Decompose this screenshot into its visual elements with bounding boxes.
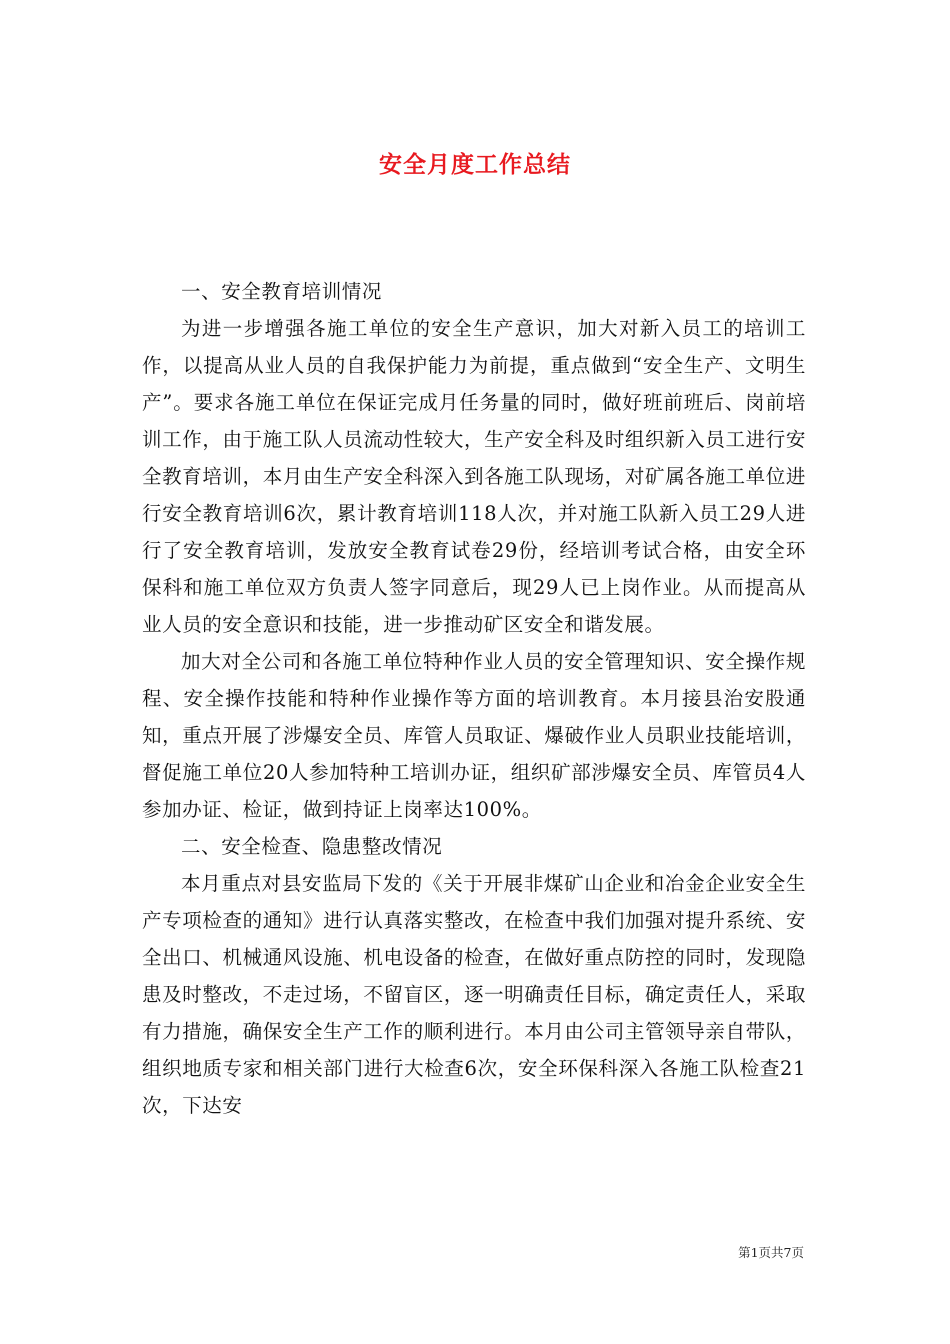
paragraph-inspection: 本月重点对县安监局下发的《关于开展非煤矿山企业和冶金企业安全生产专项检查的通知》进行认真落实整改，在检查中我们加强对提升系统、安全出口、机械通风设施、机电设备的检查，在做好重点防控的同时，发现隐患及时整改，不走过场，不留盲区，逐一明确责任目标，确定责任人，采取有力措施，确保安全生产工作的顺利进行。本月由公司主管领导亲自带队，组织地质专家和相关部门进行大检查6次，安全环保科深入各施工队检查21次，下达安 xyxy=(142,872,806,1117)
section-heading-1: 一、安全教育培训情况 xyxy=(181,280,383,303)
page-footer xyxy=(738,1243,804,1261)
document-title: 安全月度工作总结 xyxy=(379,151,571,179)
paragraph-training: 为进一步增强各施工单位的安全生产意识，加大对新入员工的培训工作，以提高从业人员的自我保护能力为前提，重点做到“安全生产、文明生产”。要求各施工单位在保证完成月任务量的同时，做好班前班后、岗前培训工作，由于施工队人员流动性较大，生产安全科及时组织新入员工进行安全教育培训，本月由生产安全科深入到各施工队现场，对矿属各施工单位进行安全教育培训6次，累计教育培训118人次，并对施工队新入员工29人进行了安全教育培训，发放安全教育试卷29份，经培训考试合格，由安全环保科和施工单位双方负责人签字同意后，现29人已上岗作业。从而提高从业人员的安全意识和技能，进一步推动矿区安全和谐发展。 xyxy=(142,317,806,636)
document-body xyxy=(142,273,806,1124)
section-heading-2: 二、安全检查、隐患整改情况 xyxy=(181,835,443,858)
page-number: 第1页共7页 xyxy=(738,1245,804,1260)
paragraph-special-operations: 加大对全公司和各施工单位特种作业人员的安全管理知识、安全操作规程、安全操作技能和特种作业操作等方面的培训教育。本月接县治安股通知，重点开展了涉爆安全员、库管人员取证、爆破作业人员职业技能培训，督促施工单位20人参加特种工培训办证，组织矿部涉爆安全员、库管员4人参加办证、检证，做到持证上岗率达100%。 xyxy=(142,650,806,821)
